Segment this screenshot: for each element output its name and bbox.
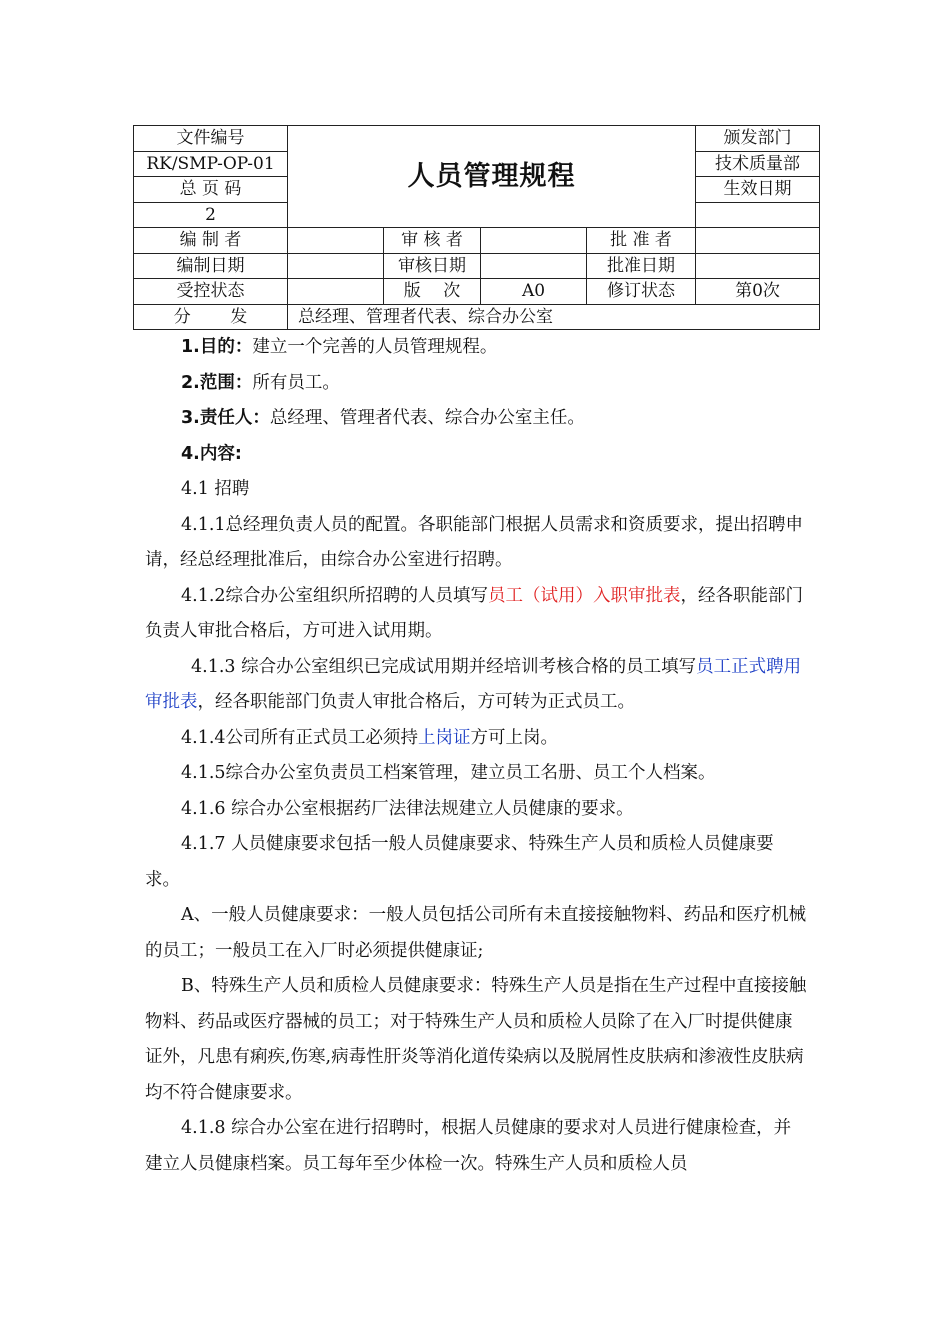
revision-status-label: 修订状态 bbox=[587, 279, 696, 305]
section-4-1-7: 4.1.7 人员健康要求包括一般人员健康要求、特殊生产人员和质检人员健康要求。 bbox=[145, 834, 774, 890]
responsible-text: 总经理、管理者代表、综合办公室主任。 bbox=[269, 408, 585, 428]
purpose-paragraph bbox=[145, 330, 807, 366]
approver-value bbox=[696, 228, 820, 254]
author-value bbox=[288, 228, 384, 254]
total-pages-label: 总 页 码 bbox=[134, 177, 288, 203]
author-date-label: 编制日期 bbox=[134, 253, 288, 279]
section-4-1-1: 4.1.1总经理负责人员的配置。各职能部门根据人员需求和资质要求，提出招聘申请，经总经理批准后，由综合办公室进行招聘。 bbox=[145, 514, 804, 570]
section-4-1-3-text-b: ，经各职能部门负责人审批合格后，方可转为正式员工。 bbox=[197, 692, 635, 712]
responsible-label: 3.责任人： bbox=[181, 408, 270, 428]
control-status-value bbox=[288, 279, 384, 305]
total-pages-value: 2 bbox=[134, 202, 288, 228]
scope-label: 2.范围： bbox=[181, 372, 253, 393]
section-4-1-2-text-a: 4.1.2综合办公室组织所招聘的人员填写 bbox=[181, 585, 489, 606]
section-4-1-3 bbox=[145, 650, 807, 721]
version-label: 版 次 bbox=[384, 279, 481, 305]
section-4-1-8: 4.1.8 综合办公室在进行招聘时，根据人员健康的要求对人员进行健康检查，并建立人员健康档案。员工每年至少体检一次。特殊生产人员和质检人员 bbox=[145, 1118, 792, 1174]
section-4-1-4-text-a: 4.1.4公司所有正式员工必须持 bbox=[181, 727, 419, 748]
purpose-label: 1.目的： bbox=[181, 337, 253, 357]
version-value: A0 bbox=[481, 279, 587, 305]
approve-date-label: 批准日期 bbox=[587, 253, 696, 279]
formal-hire-form-link[interactable]: 员工正式聘用审批表 bbox=[145, 656, 802, 712]
reviewer-label: 审 核 者 bbox=[384, 228, 481, 254]
work-permit-link[interactable]: 上岗证 bbox=[418, 727, 471, 748]
file-no-label: 文件编号 bbox=[134, 126, 288, 152]
section-4-1-4-text-b: 方可上岗。 bbox=[470, 727, 559, 748]
effective-date-value bbox=[696, 202, 820, 228]
section-4-1-4 bbox=[145, 721, 807, 757]
document-title: 人员管理规程 bbox=[288, 126, 696, 228]
document-header-table bbox=[133, 125, 820, 330]
section-4-1-6: 4.1.6 综合办公室根据药厂法律法规建立人员健康的要求。 bbox=[181, 798, 634, 819]
scope-paragraph bbox=[145, 366, 807, 402]
section-4-1-heading: 4.1 招聘 bbox=[181, 479, 250, 499]
content-label: 4.内容: bbox=[181, 443, 242, 464]
section-4-1-2 bbox=[145, 579, 807, 650]
revision-status-value: 第0次 bbox=[696, 279, 820, 305]
section-4-1-5: 4.1.5综合办公室负责员工档案管理，建立员工名册、员工个人档案。 bbox=[181, 763, 716, 783]
author-label: 编 制 者 bbox=[134, 228, 288, 254]
approve-date-value bbox=[696, 253, 820, 279]
review-date-value bbox=[481, 253, 587, 279]
section-b-special-health: B、特殊生产人员和质检人员健康要求：特殊生产人员是指在生产过程中直接接触物料、药品或医疗器械的员工；对于特殊生产人员和质检人员除了在入厂时提供健康证外，凡患有痢疾,伤寒,病毒性肝炎等消化道传染病以及脱屑性皮肤病和渗液性皮肤病均不符合健康要求。 bbox=[145, 976, 807, 1103]
responsible-paragraph bbox=[145, 401, 807, 437]
document-body bbox=[145, 330, 807, 1182]
trial-entry-form-link[interactable]: 员工（试用）入职审批表 bbox=[488, 585, 681, 606]
effective-date-label: 生效日期 bbox=[696, 177, 820, 203]
issue-dept-label: 颁发部门 bbox=[696, 126, 820, 152]
section-a-general-health: A、一般人员健康要求：一般人员包括公司所有未直接接触物料、药品和医疗机械的员工；一般员工在入厂时必须提供健康证; bbox=[145, 905, 807, 961]
author-date-value bbox=[288, 253, 384, 279]
file-no-value: RK/SMP-OP-01 bbox=[134, 151, 288, 177]
issue-dept-value: 技术质量部 bbox=[696, 151, 820, 177]
distribution-value: 总经理、管理者代表、综合办公室 bbox=[288, 304, 820, 330]
section-4-1-3-text-a: 4.1.3 综合办公室组织已完成试用期并经培训考核合格的员工填写 bbox=[191, 656, 697, 677]
control-status-label: 受控状态 bbox=[134, 279, 288, 305]
content-heading bbox=[145, 437, 807, 473]
scope-text: 所有员工。 bbox=[252, 372, 340, 393]
purpose-text: 建立一个完善的人员管理规程。 bbox=[252, 337, 498, 357]
approver-label: 批 准 者 bbox=[587, 228, 696, 254]
section-4-1-2-text-b: ，经各职能部门负责人审批合格后，方可进入试用期。 bbox=[145, 585, 804, 641]
distribution-label: 分 发 bbox=[134, 304, 288, 330]
reviewer-value bbox=[481, 228, 587, 254]
review-date-label: 审核日期 bbox=[384, 253, 481, 279]
